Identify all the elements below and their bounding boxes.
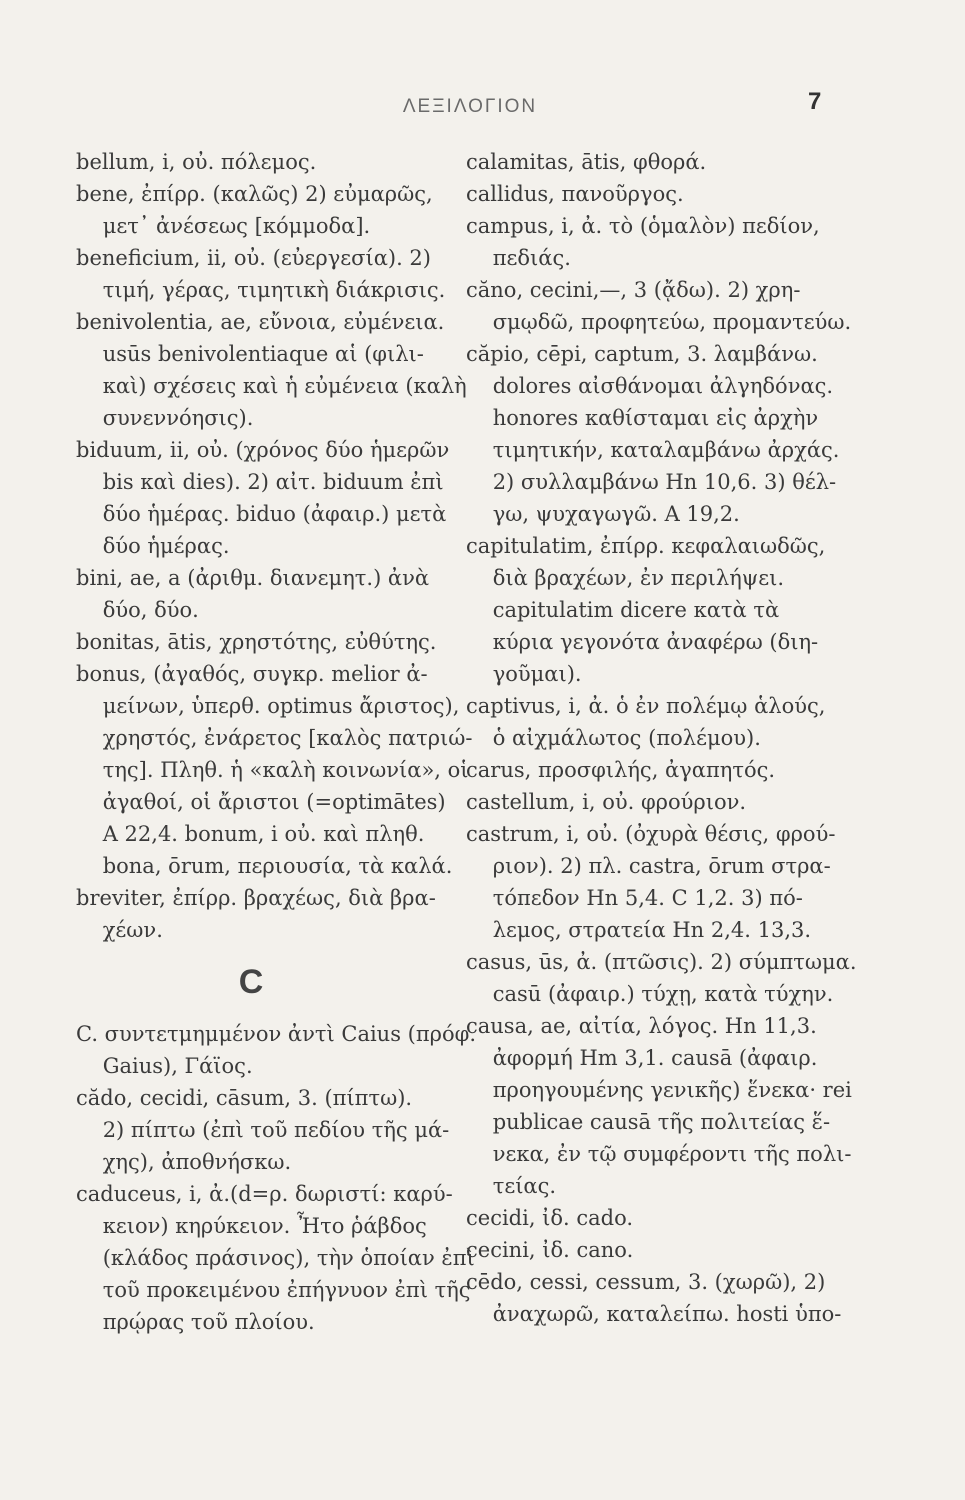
dictionary-line: bonitas, ātis, χρηστότης, εὐθύτης. xyxy=(76,630,437,654)
dictionary-line: dolores αἰσθάνομαι ἀλγηδόνας. xyxy=(466,374,834,398)
dictionary-line: πρῴρας τοῦ πλοίου. xyxy=(76,1310,315,1334)
dictionary-line: νεκα, ἐν τῷ συμφέροντι τῆς πολι- xyxy=(466,1142,852,1166)
dictionary-line: bellum, i, οὐ. πόλεμος. xyxy=(76,150,317,174)
dictionary-line: σμῳδῶ, προφητεύω, προμαντεύω. xyxy=(466,310,852,334)
dictionary-line: publicae causā τῆς πολιτείας ἕ- xyxy=(466,1110,831,1134)
dictionary-line: cecidi, ἰδ. cado. xyxy=(466,1206,634,1230)
dictionary-line: căpio, cēpi, captum, 3. λαμβάνω. xyxy=(466,342,818,366)
dictionary-line: callidus, πανοῦργος. xyxy=(466,182,684,206)
dictionary-line: ἀφορμή Hm 3,1. causā (ἀφαιρ. xyxy=(466,1046,818,1070)
dictionary-line: cădo, cecidi, cāsum, 3. (πίπτω). xyxy=(76,1086,413,1110)
dictionary-line: χρηστός, ἐνάρετος [καλὸς πατριώ- xyxy=(76,726,473,750)
dictionary-line: γω, ψυχαγωγῶ. A 19,2. xyxy=(466,502,740,526)
dictionary-line: 2) πίπτω (ἐπὶ τοῦ πεδίου τῆς μά- xyxy=(76,1118,450,1142)
dictionary-line: bonus, (ἀγαθός, συγκρ. melior ἀ- xyxy=(76,662,428,686)
dictionary-line: bini, ae, a (ἀριθμ. διανεμητ.) ἀνὰ xyxy=(76,566,430,590)
right-column-entries xyxy=(466,146,886,1330)
dictionary-line: calamitas, ātis, φθορά. xyxy=(466,150,707,174)
page-header-title: ΛΕΞΙΛΟΓΙΟΝ xyxy=(402,96,538,117)
dictionary-line: C. συντετμημμένον ἀντὶ Caius (πρόφ. xyxy=(76,1022,477,1046)
dictionary-line: καὶ) σχέσεις καὶ ἡ εὐμένεια (καλὴ xyxy=(76,374,467,398)
dictionary-line: πεδιάς. xyxy=(466,246,571,270)
dictionary-line: λεμος, στρατεία Hn 2,4. 13,3. xyxy=(466,918,812,942)
dictionary-line: beneficium, ii, οὐ. (εὐεργεσία). 2) xyxy=(76,246,431,270)
dictionary-line: ἀναχωρῶ, καταλείπω. hosti ὑπο- xyxy=(466,1302,842,1326)
dictionary-line: χέων. xyxy=(76,918,163,942)
dictionary-line: ὁ αἰχμάλωτος (πολέμου). xyxy=(466,726,761,750)
dictionary-line: μείνων, ὑπερθ. optimus ἄριστος), xyxy=(76,694,460,718)
dictionary-line: A 22,4. bonum, i οὐ. καὶ πληθ. xyxy=(76,822,425,846)
dictionary-line: τόπεδον Hn 5,4. C 1,2. 3) πό- xyxy=(466,886,803,910)
dictionary-line: bene, ἐπίρρ. (καλῶς) 2) εὐμαρῶς, xyxy=(76,182,433,206)
dictionary-line: διὰ βραχέων, ἐν περιλήψει. xyxy=(466,566,785,590)
dictionary-line: τοῦ προκειμένου ἐπήγνυον ἐπὶ τῆς xyxy=(76,1278,471,1302)
dictionary-line: της]. Πληθ. ἡ «καλὴ κοινωνία», οἱ xyxy=(76,758,469,782)
dictionary-line: cecini, ἰδ. cano. xyxy=(466,1238,634,1262)
dictionary-line: casū (ἀφαιρ.) τύχῃ, κατὰ τύχην. xyxy=(466,982,834,1006)
left-column-entries-bottom xyxy=(76,1018,477,1338)
dictionary-line: Gaius), Γάϊος. xyxy=(76,1054,253,1078)
dictionary-line: usūs benivolentiaque αἱ (φιλι- xyxy=(76,342,424,366)
dictionary-line: castellum, i, οὐ. φρούριον. xyxy=(466,790,747,814)
dictionary-line: (κλάδος πράσινος), τὴν ὁποίαν ἐπὶ xyxy=(76,1246,475,1270)
dictionary-line: biduum, ii, οὐ. (χρόνος δύο ἡμερῶν xyxy=(76,438,450,462)
dictionary-line: κύρια γεγονότα ἀναφέρω (διη- xyxy=(466,630,819,654)
left-column-entries-top xyxy=(76,146,473,946)
dictionary-line: breviter, ἐπίρρ. βραχέως, διὰ βρα- xyxy=(76,886,436,910)
dictionary-line: capitulatim dicere κατὰ τὰ xyxy=(466,598,780,622)
dictionary-line: causa, ae, αἰτία, λόγος. Hn 11,3. xyxy=(466,1014,817,1038)
dictionary-line: τιμή, γέρας, τιμητικὴ διάκρισις. xyxy=(76,278,446,302)
dictionary-line: δύο ἡμέρας. xyxy=(76,534,230,558)
dictionary-line: δύο ἡμέρας. biduo (ἀφαιρ.) μετὰ xyxy=(76,502,447,526)
dictionary-line: 2) συλλαμβάνω Hn 10,6. 3) θέλ- xyxy=(466,470,837,494)
dictionary-line: ριον). 2) πλ. castra, ōrum στρα- xyxy=(466,854,831,878)
dictionary-line: κειον) κηρύκειον. Ἦτο ῥάβδος xyxy=(76,1214,427,1238)
dictionary-line: caduceus, i, ἀ.(d=ρ. δωριστί: καρύ- xyxy=(76,1182,453,1206)
section-letter-heading: C xyxy=(238,963,264,1001)
dictionary-line: castrum, i, οὐ. (ὀχυρὰ θέσις, φρού- xyxy=(466,822,836,846)
dictionary-line: δύο, δύο. xyxy=(76,598,199,622)
dictionary-line: προηγουμένης γενικῆς) ἕνεκα· rei xyxy=(466,1078,852,1102)
dictionary-line: captivus, i, ἀ. ὁ ἐν πολέμῳ ἁλούς, xyxy=(466,694,826,718)
dictionary-line: cēdo, cessi, cessum, 3. (χωρῶ), 2) xyxy=(466,1270,826,1294)
right-column xyxy=(466,146,886,1330)
dictionary-line: μετ᾽ ἀνέσεως [κόμμοδα]. xyxy=(76,214,371,238)
left-column xyxy=(76,146,477,1338)
dictionary-line: casus, ūs, ἀ. (πτῶσις). 2) σύμπτωμα. xyxy=(466,950,857,974)
dictionary-line: bona, ōrum, περιουσία, τὰ καλά. xyxy=(76,854,453,878)
dictionary-line: χης), ἀποθνήσκω. xyxy=(76,1150,292,1174)
dictionary-line: benivolentia, ae, εὔνοια, εὐμένεια. xyxy=(76,310,445,334)
dictionary-line: τιμητικήν, καταλαμβάνω ἀρχάς. xyxy=(466,438,840,462)
dictionary-line: τείας. xyxy=(466,1174,557,1198)
dictionary-line: căno, cecini,—, 3 (ᾄδω). 2) χρη- xyxy=(466,278,801,302)
dictionary-line: capitulatim, ἐπίρρ. κεφαλαιωδῶς, xyxy=(466,534,826,558)
dictionary-line: bis καὶ dies). 2) αἰτ. biduum ἐπὶ xyxy=(76,470,444,494)
page-number: 7 xyxy=(808,88,822,115)
dictionary-line: γοῦμαι). xyxy=(466,662,582,686)
dictionary-line: συνεννόησις). xyxy=(76,406,254,430)
dictionary-line: ἀγαθοί, οἱ ἄριστοι (=optimātes) xyxy=(76,790,446,814)
dictionary-line: campus, i, ἀ. τὸ (ὁμαλὸν) πεδίον, xyxy=(466,214,820,238)
dictionary-line: carus, προσφιλής, ἀγαπητός. xyxy=(466,758,776,782)
dictionary-line: honores καθίσταμαι εἰς ἀρχὴν xyxy=(466,406,819,430)
